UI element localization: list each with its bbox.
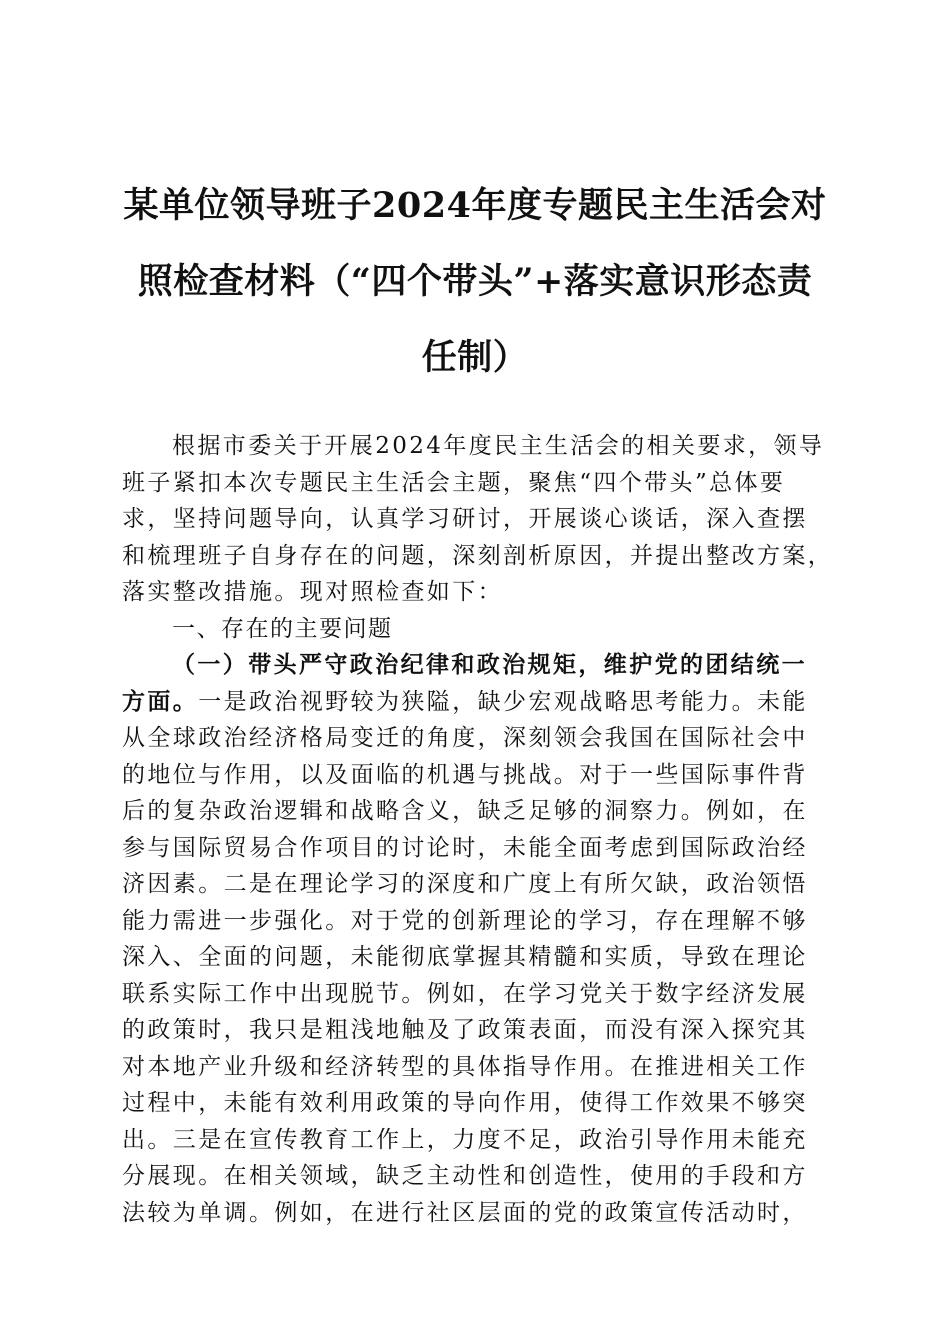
subsection-heading-line-2: 方面。 bbox=[122, 687, 199, 715]
body-line: 济因素。二是在理论学习的深度和广度上有所欠缺，政治领悟 bbox=[122, 871, 808, 897]
body-line: 后的复杂政治逻辑和战略含义，缺乏足够的洞察力。例如，在 bbox=[122, 798, 808, 824]
body-line: 法较为单调。例如，在进行社区层面的党的政策宣传活动时， bbox=[122, 1199, 808, 1226]
intro-line-2: 班子紧扣本次专题民主生活会主题，聚焦“四个带头”总体要 bbox=[122, 469, 786, 496]
body-line: 深入、全面的问题，未能彻底掌握其精髓和实质，导致在理论 bbox=[122, 944, 808, 970]
section-heading: 一、存在的主要问题 bbox=[172, 615, 393, 642]
intro-line-1: 根据市委关于开展2024年度民主生活会的相关要求，领导 bbox=[172, 433, 825, 459]
body-line: 从全球政治经济格局变迁的角度，深刻领会我国在国际社会中 bbox=[122, 725, 808, 751]
body-line: 对本地产业升级和经济转型的具体指导作用。在推进相关工作 bbox=[122, 1053, 808, 1080]
subsection-line-2 bbox=[122, 684, 834, 721]
document-title bbox=[110, 168, 840, 396]
body-line: 能力需进一步强化。对于党的创新理论的学习，存在理解不够 bbox=[122, 907, 808, 934]
title-line-3: 任制） bbox=[421, 337, 529, 378]
intro-line-5: 落实整改措施。现对照检查如下： bbox=[122, 579, 503, 605]
body-line: 分展现。在相关领域，缺乏主动性和创造性，使用的手段和方 bbox=[122, 1163, 808, 1189]
title-line-1: 某单位领导班子2024年度专题民主生活会对 bbox=[123, 185, 827, 226]
body-line: 联系实际工作中出现脱节。例如，在学习党关于数字经济发展 bbox=[122, 980, 808, 1007]
document-body bbox=[122, 428, 834, 1231]
body-line: 过程中，未能有效利用政策的导向作用，使得工作效果不够突 bbox=[122, 1090, 808, 1116]
title-line-2: 照检查材料（“四个带头”+落实意识形态责 bbox=[137, 261, 813, 302]
intro-line-4: 和梳理班子自身存在的问题，深刻剖析原因，并提出整改方案， bbox=[122, 542, 834, 569]
subsection-line-2-text: 一是政治视野较为狭隘，缺少宏观战略思考能力。未能 bbox=[198, 688, 808, 715]
body-line: 的地位与作用，以及面临的机遇与挑战。对于一些国际事件背 bbox=[122, 761, 808, 788]
body-line: 参与国际贸易合作项目的讨论时，未能全面考虑到国际政治经 bbox=[122, 834, 808, 861]
body-line: 出。三是在宣传教育工作上，力度不足，政治引导作用未能充 bbox=[122, 1126, 808, 1153]
intro-line-3: 求，坚持问题导向，认真学习研讨，开展谈心谈话，深入查摆 bbox=[122, 506, 808, 532]
subsection-heading-line-1: （一）带头严守政治纪律和政治规矩，维护党的团结统一 bbox=[172, 651, 807, 678]
body-line: 的政策时，我只是粗浅地触及了政策表面，而没有深入探究其 bbox=[122, 1017, 808, 1043]
